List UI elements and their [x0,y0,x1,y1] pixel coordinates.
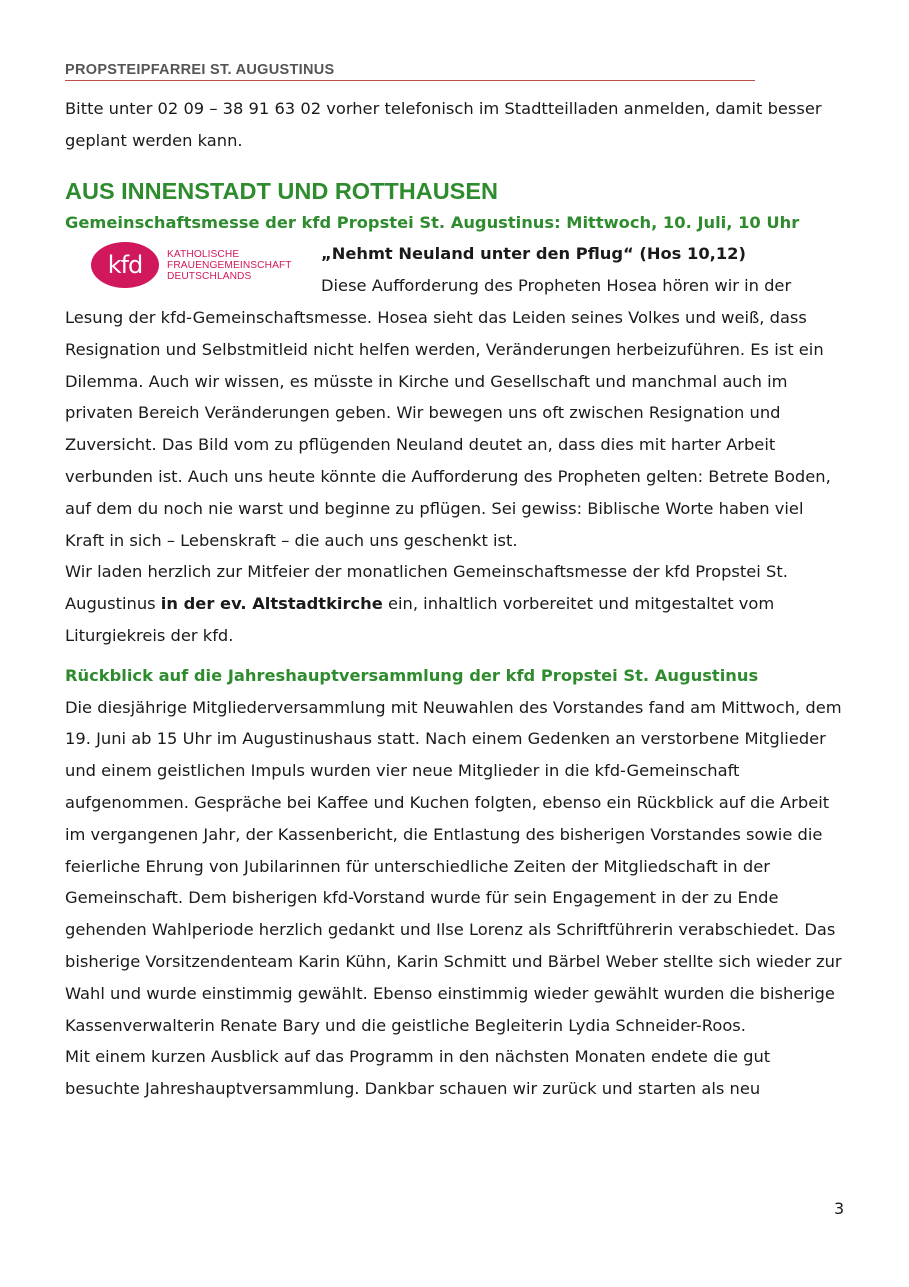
kfd-logo-line1: KATHOLISCHE [167,249,240,261]
article1-body-block [65,238,843,651]
kfd-logo-line3: DEUTSCHLANDS [167,271,252,283]
article1-heading: Gemeinschaftsmesse der kfd Propstei St. Augustinus: Mittwoch, 10. Juli, 10 Uhr [65,212,800,232]
page-number: 3 [834,1199,845,1218]
intro-paragraph: Bitte unter 02 09 – 38 91 63 02 vorher telefonisch im Stadtteilladen anmelden, damit besser geplant werden kann. [65,99,822,150]
article1-body: Diese Aufforderung des Propheten Hosea hören wir in der Lesung der kfd-Gemeinschaftsmesse. Hosea sieht das Leiden seines Volkes und weiß, dass Resignation und Selbstmitleid nicht helfen werden, Veränderungen herbeizuführen. Es ist ein Dilemma. Auch wir wissen, es müsste in Kirche und Gesellschaft und manchmal auch im privaten Bereich Veränderungen geben. Wir bewegen uns oft zwischen Resignation und Zuversicht. Das Bild vom zu pflügenden Neuland deutet an, dass dies mit harter Arbeit verbunden ist. Auch uns heute könnte die Aufforderung des Propheten gelten: Betrete Boden, auf dem du noch nie warst und beginne zu pflügen. Sei gewiss: Biblische Worte haben viel Kraft in sich – Lebenskraft – die auch uns geschenkt ist. [65,276,831,550]
article1-invite-post: ein, inhaltlich vorbereitet und mitgestaltet vom Liturgiekreis der kfd. [65,594,775,645]
kfd-logo-line2: FRAUENGEMEINSCHAFT [167,260,292,272]
article1-invite-pre: Wir laden herzlich zur Mitfeier der monatlichen Gemeinschaftsmesse der kfd Propstei St. Augustinus [65,562,788,614]
article1-invite [65,556,843,651]
article1-invite-bold: in der ev. Altstadtkirche [160,594,383,614]
document-page [65,60,843,1105]
running-header: PROPSTEIPFARREI ST. AUGUSTINUS [65,60,755,81]
article1-quote: „Nehmt Neuland unter den Pflug“ (Hos 10,12) [321,244,746,264]
article2-body2: Mit einem kurzen Ausblick auf das Programm in den nächsten Monaten endete die gut besuchte Jahreshauptversammlung. Dankbar schauen wir zurück und starten als neu [65,1047,771,1099]
section-title: AUS INNENSTADT UND ROTTHAUSEN [65,177,499,204]
kfd-logo-text [167,249,292,282]
kfd-logo-mark: kfd [91,242,159,288]
kfd-logo [81,242,307,290]
article2-heading: Rückblick auf die Jahreshauptversammlung der kfd Propstei St. Augustinus [65,665,759,685]
article2-body1: Die diesjährige Mitgliederversammlung mit Neuwahlen des Vorstandes fand am Mittwoch, dem 19. Juni ab 15 Uhr im Augustinushaus statt. Nach einem Gedenken an verstorbene Mitglieder und einem geistlichen Impuls wurden vier neue Mitglieder in die kfd-Gemeinschaft aufgenommen. Gespräche bei Kaffee und Kuchen folgten, ebenso ein Rückblick auf die Arbeit im vergangenen Jahr, der Kassenbericht, die Entlastung des bisherigen Vorstandes sowie die feierliche Ehrung von Jubilarinnen für unterschiedliche Zeiten der Mitgliedschaft in der Gemeinschaft. Dem bisherigen kfd-Vorstand wurde für sein Engagement in der zu Ende gehenden Wahlperiode herzlich gedankt und Ilse Lorenz als Schriftführerin verabschiedet. Das bisherige Vorsitzendenteam Karin Kühn, Karin Schmitt und Bärbel Weber stellte sich wieder zur Wahl und wurde einstimmig gewählt. Ebenso einstimmig wieder gewählt wurden die bisherige Kassenverwalterin Renate Bary und die geistliche Begleiterin Lydia Schneider-Roos. [65,697,842,1035]
